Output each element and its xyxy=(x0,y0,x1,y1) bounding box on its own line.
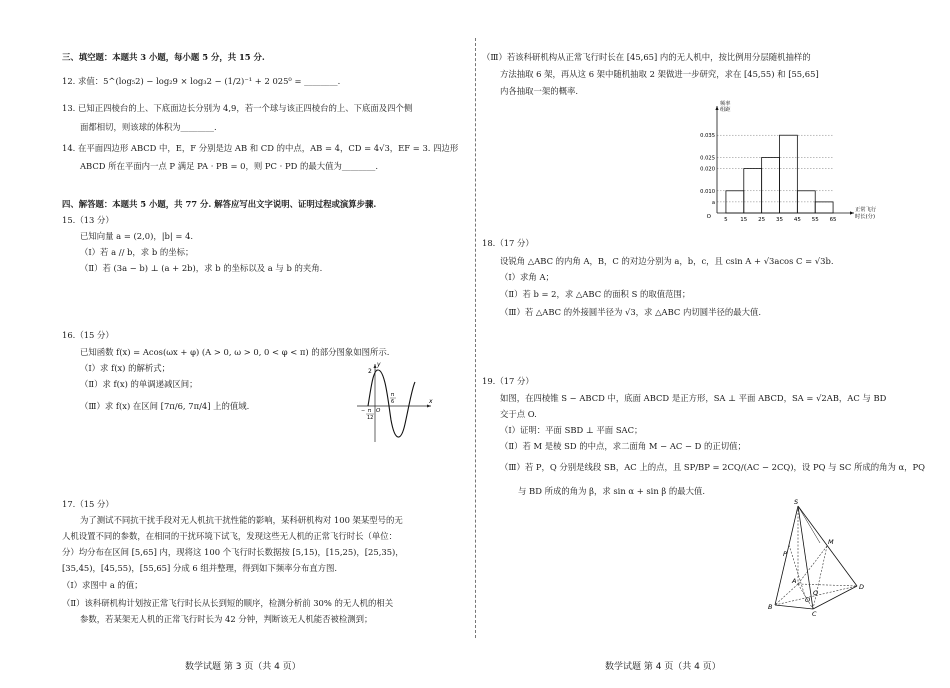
question-17-line6: （Ⅱ）该科研机构计划按正常飞行时长从长到短的顺序，检测分析前 30% 的无人机的相关 xyxy=(62,598,394,608)
histogram-origin: O xyxy=(706,214,711,220)
edge-AB xyxy=(775,584,798,605)
page-3-footer: 数学试题 第 3 页（共 4 页） xyxy=(185,662,301,672)
y-axis-label-line2: 组距 xyxy=(720,107,731,113)
x-tick-label-6: 65 xyxy=(829,217,837,223)
histogram-bar-4 xyxy=(797,191,815,213)
pyramid-label-A: A xyxy=(792,577,797,585)
question-15-line2: （Ⅰ）若 a // b，求 b 的坐标； xyxy=(80,247,194,257)
pyramid-label-M: M xyxy=(828,538,834,546)
question-17-header: 17.（15 分） xyxy=(62,499,114,509)
question-15-line1: 已知向量 a = (2,0)，|b| = 4. xyxy=(80,231,194,241)
page-4 xyxy=(475,0,950,688)
question-18-line2: （Ⅰ）求角 A； xyxy=(500,272,554,282)
graph-label-pi-12-den: 12 xyxy=(367,415,374,421)
page-4-footer: 数学试题 第 4 页（共 4 页） xyxy=(605,662,721,672)
question-19-line6: 与 BD 所成的角为 β，求 sin α + sin β 的最大值. xyxy=(518,486,706,496)
graph-label-x: x xyxy=(429,398,433,405)
question-17-line3: 分）均分布在区间 [5,65] 内，现将这 100 个飞行时长数据按 [5,15)，[15,25)，[25,35)， xyxy=(62,547,404,557)
x-tick-label-1: 15 xyxy=(740,217,748,223)
edge-BC xyxy=(775,605,813,609)
histogram-bar-2 xyxy=(762,157,780,213)
question-16-line2: （Ⅰ）求 f(x) 的解析式； xyxy=(80,363,170,373)
pyramid-figure xyxy=(765,498,875,618)
question-17-line9: 方法抽取 6 架，再从这 6 架中随机抽取 2 架做进一步研究，求在 [45,55) 和 [55,65] xyxy=(500,69,819,79)
question-12: 12. 求值：5^(log₅2) − log₂9 × log₃2 − (1/2)⁻¹ + 2 025⁰ = ________. xyxy=(62,76,341,86)
question-13-line1: 13. 已知正四棱台的上、下底面边长分别为 4,9，若一个球与该正四棱台的上、下底面及四个侧 xyxy=(62,103,413,113)
question-19-line2: 交于点 O. xyxy=(500,409,537,419)
question-17-line2: 人机设置不同的参数，在相同的干扰环境下试飞，发现这些无人机的正常飞行时长（单位： xyxy=(62,531,397,541)
question-17-line1: 为了测试不同抗干扰手段对无人机抗干扰性能的影响，某科研机构对 100 架某型号的无 xyxy=(80,515,403,525)
question-14-line2: ABCD 所在平面内一点 P 满足 PA · PB = 0，则 PC · PD 的最大值为________. xyxy=(80,161,378,171)
frequency-histogram xyxy=(685,100,885,235)
question-16-line1: 已知函数 f(x) = Acos(ωx + φ) (A > 0, ω > 0, 0 < φ < π) 的部分图象如图所示. xyxy=(80,347,390,357)
question-19-line4: （Ⅱ）若 M 是棱 SD 的中点，求二面角 M − AC − D 的正切值； xyxy=(500,441,746,451)
y-tick-label-4: a xyxy=(711,199,715,206)
x-tick-label-5: 55 xyxy=(811,217,819,223)
graph-label-pi-6-den: 6 xyxy=(391,399,395,405)
question-19-line3: （Ⅰ）证明：平面 SBD ⊥ 平面 SAC； xyxy=(500,425,643,435)
histogram-bar-5 xyxy=(815,202,833,213)
pyramid-label-C: C xyxy=(812,610,817,618)
svg-text:−: − xyxy=(361,408,366,414)
y-axis-arrow xyxy=(715,106,718,110)
section4-title: 四、解答题：本题共 5 小题，共 77 分. 解答应写出文字说明、证明过程或演算步骤. xyxy=(62,199,377,209)
question-15-header: 15.（13 分） xyxy=(62,215,114,225)
x-axis-label-line1: 正常飞行 xyxy=(855,207,877,213)
question-19-line1: 如图，在四棱锥 S − ABCD 中，底面 ABCD 是正方形，SA ⊥ 平面 ABCD，SA = √2AB，AC 与 BD xyxy=(500,393,887,403)
question-14-line1: 14. 在平面四边形 ABCD 中，E，F 分别是边 AB 和 CD 的中点，AB = 4，CD = 4√3，EF = 3. 四边形 xyxy=(62,143,459,153)
x-tick-label-3: 35 xyxy=(776,217,783,223)
question-15-line3: （Ⅱ）若 (3a − b) ⊥ (a + 2b)，求 b 的坐标以及 a 与 b 的夹角. xyxy=(80,263,323,273)
y-axis-label-line1: 频率 xyxy=(720,101,731,107)
edge-SC xyxy=(798,506,813,609)
x-tick-label-4: 45 xyxy=(793,217,801,223)
x-tick-label-0: 5 xyxy=(724,217,728,223)
graph-label-y: y xyxy=(377,361,381,368)
x-axis-arrow xyxy=(850,211,854,214)
edge-AD xyxy=(798,584,857,586)
section3-title: 三、填空题：本题共 3 小题，每小题 5 分，共 15 分. xyxy=(62,52,265,62)
question-16-line4: （Ⅲ）求 f(x) 在区间 [7π/6, 7π/4] 上的值域. xyxy=(80,401,250,411)
graph-label-origin: O xyxy=(376,408,381,414)
pyramid-label-P: P xyxy=(783,550,787,558)
pyramid-label-S: S xyxy=(794,498,799,506)
edge-SD xyxy=(798,506,857,586)
question-16-header: 16.（15 分） xyxy=(62,330,114,340)
question-18-header: 18.（17 分） xyxy=(482,238,534,248)
question-18-line1: 设锐角 △ABC 的内角 A，B，C 的对边分别为 a，b，c，且 csin A + √3acos C = √3b. xyxy=(500,256,834,266)
y-tick-label-1: 0.025 xyxy=(700,155,715,162)
question-18-line4: （Ⅲ）若 △ABC 的外接圆半径为 √3，求 △ABC 内切圆半径的最大值. xyxy=(500,307,762,317)
question-18-line3: （Ⅱ）若 b = 2，求 △ABC 的面积 S 的取值范围； xyxy=(500,289,691,299)
histogram-bar-1 xyxy=(744,169,762,213)
cosine-graph-figure xyxy=(355,360,435,445)
graph-label-2: 2 xyxy=(368,368,372,375)
question-17-line7: 参数，若某架无人机的正常飞行时长为 42 分钟，判断该无人机能否被检测到； xyxy=(80,614,373,624)
graph-label-pi-6-num: π xyxy=(391,392,395,398)
question-17-line8: （Ⅲ）若该科研机构从正常飞行时长在 [45,65] 内的无人机中，按比例用分层随机抽样的 xyxy=(482,52,811,62)
graph-label-pi-12-num: π xyxy=(368,408,372,414)
pyramid-label-Q: Q xyxy=(813,589,819,597)
edge-SM xyxy=(798,506,820,543)
question-13-line2: 面都相切，则该球的体积为________. xyxy=(80,122,217,132)
question-19-header: 19.（17 分） xyxy=(482,376,534,386)
segment-PQ xyxy=(789,545,805,596)
pyramid-label-B: B xyxy=(768,603,773,611)
question-17-line10: 内各抽取一架的概率. xyxy=(500,86,579,96)
histogram-bar-3 xyxy=(780,135,798,213)
question-19-line5: （Ⅲ）若 P，Q 分别是线段 SB，AC 上的点，且 SP/BP = 2CQ/(AC − 2CQ)，设 PQ 与 SC 所成的角为 α，PQ xyxy=(500,462,926,472)
edge-CD xyxy=(813,586,857,609)
question-16-line3: （Ⅱ）求 f(x) 的单调递减区间； xyxy=(80,379,198,389)
pyramid-label-D: D xyxy=(859,583,865,591)
pyramid-label-O: O xyxy=(805,596,811,604)
x-tick-label-2: 25 xyxy=(758,217,766,223)
y-tick-label-0: 0.035 xyxy=(700,133,715,140)
x-axis-label-line2: 时长(分) xyxy=(855,214,876,220)
y-tick-label-3: 0.010 xyxy=(700,188,715,195)
question-17-line5: （Ⅰ）求图中 a 的值； xyxy=(62,580,143,590)
y-tick-label-2: 0.020 xyxy=(700,166,715,173)
question-17-line4: [35,45)，[45,55)，[55,65] 分成 6 组并整理，得到如下频率分布直方图. xyxy=(62,563,338,573)
